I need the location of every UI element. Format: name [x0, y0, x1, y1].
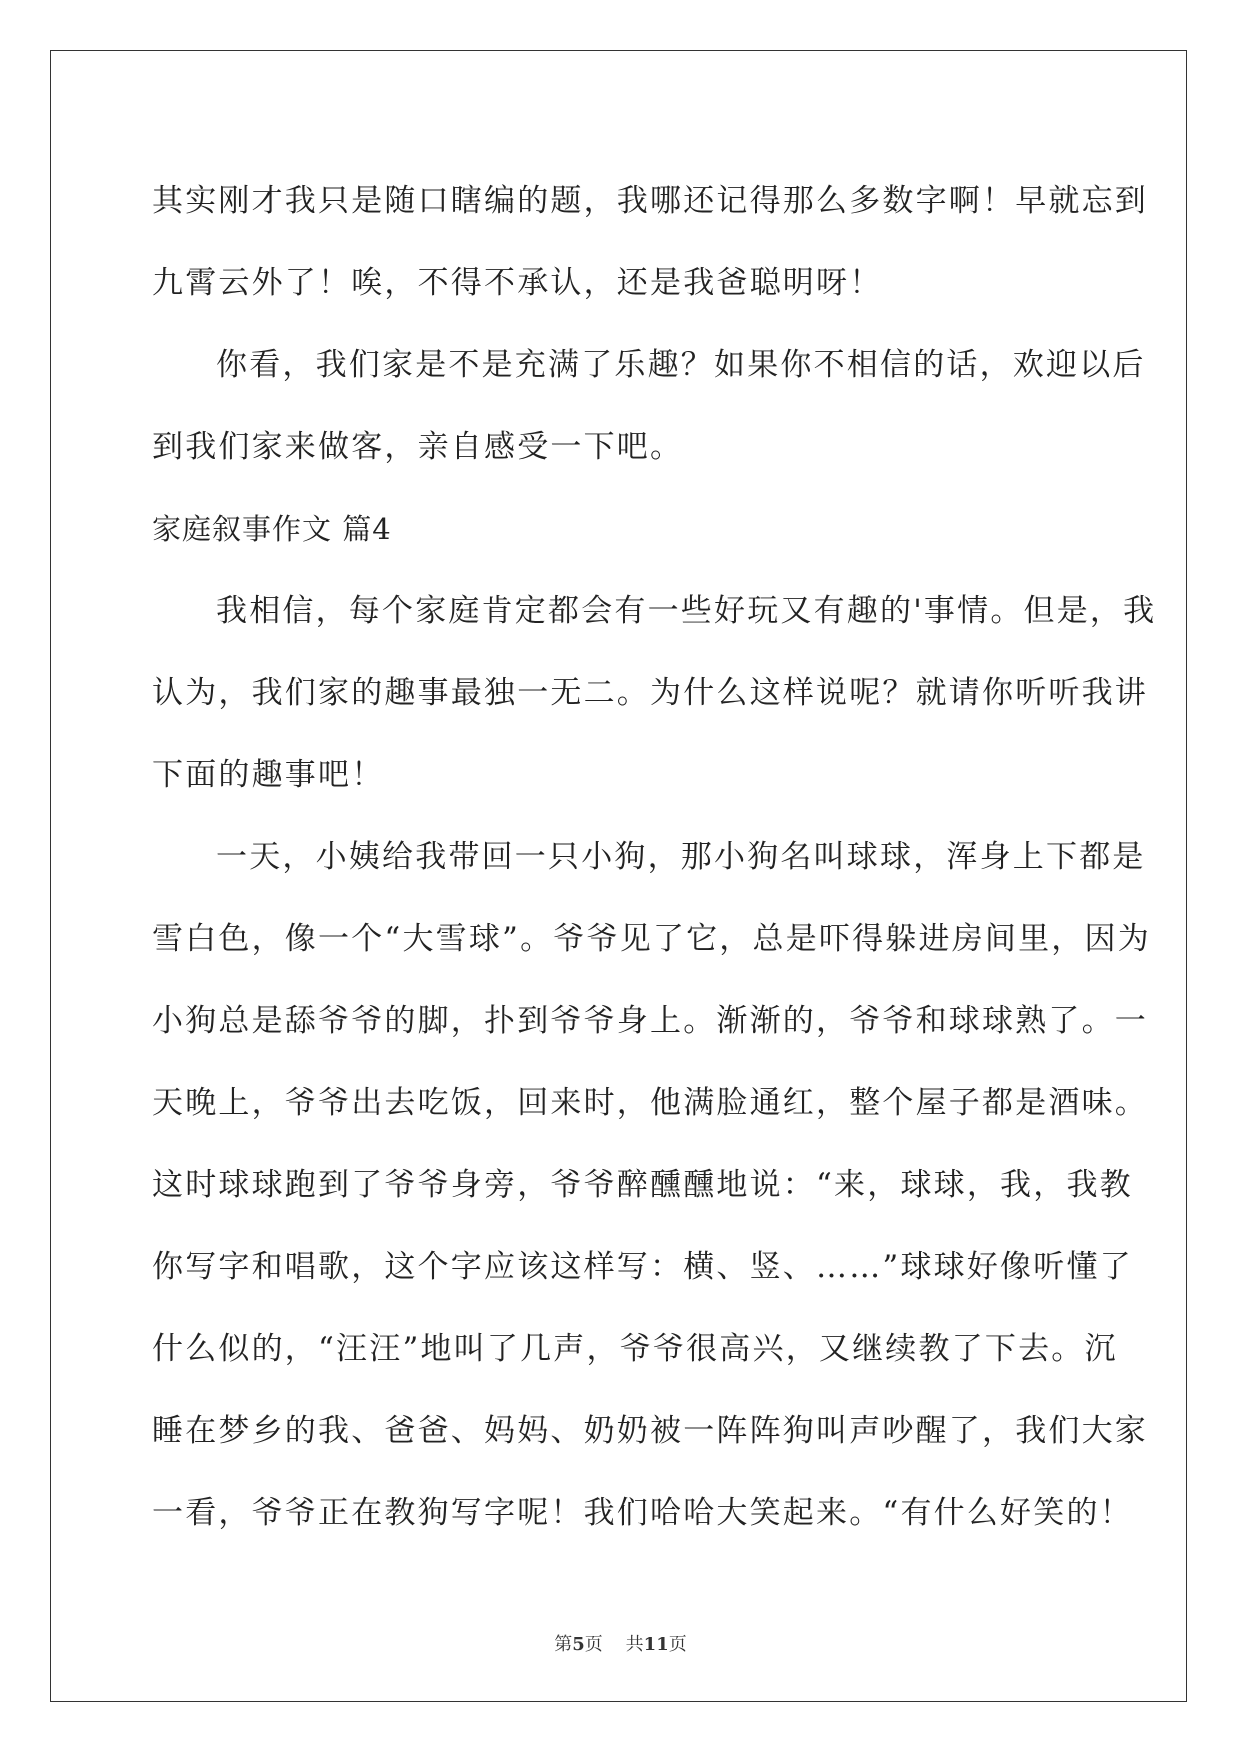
page-prefix: 第 [554, 1634, 573, 1655]
text-line: 什么似的，“汪汪”地叫了几声，爷爷很高兴，又继续教了下去。沉 [152, 1331, 1118, 1367]
text-line: 睡在梦乡的我、爸爸、妈妈、奶奶被一阵阵狗叫声吵醒了，我们大家 [152, 1413, 1148, 1449]
text-line: 到我们家来做客，亲自感受一下吧。 [152, 429, 684, 465]
page-number: 5 [572, 1634, 585, 1655]
page-footer [0, 1630, 1241, 1656]
text-line: 雪白色，像一个“大雪球”。爷爷见了它，总是吓得躲进房间里，因为 [152, 921, 1151, 957]
text-line: 你写字和唱歌，这个字应该这样写：横、竖、……”球球好像听懂了 [152, 1249, 1133, 1285]
text-line: 小狗总是舔爷爷的脚，扑到爷爷身上。渐渐的，爷爷和球球熟了。一 [152, 1003, 1148, 1039]
text-line: 我相信，每个家庭肯定都会有一些好玩又有趣的'事情。但是，我 [216, 593, 1157, 629]
text-line: 你看，我们家是不是充满了乐趣？如果你不相信的话，欢迎以后 [216, 347, 1146, 383]
total-pages: 11 [643, 1634, 669, 1655]
text-line: 认为，我们家的趣事最独一无二。为什么这样说呢？就请你听听我讲 [152, 675, 1148, 711]
text-line: 这时球球跑到了爷爷身旁，爷爷醉醺醺地说：“来，球球，我，我教 [152, 1167, 1133, 1203]
text-line: 其实刚才我只是随口瞎编的题，我哪还记得那么多数字啊！早就忘到 [152, 183, 1148, 219]
text-line: 下面的趣事吧！ [152, 757, 385, 793]
document-body [152, 160, 1157, 1554]
text-line: 九霄云外了！唉，不得不承认，还是我爸聪明呀！ [152, 265, 883, 301]
total-suffix: 页 [668, 1634, 687, 1655]
page-suffix: 页 [584, 1634, 603, 1655]
text-line: 一看，爷爷正在教狗写字呢！我们哈哈大笑起来。“有什么好笑的！ [152, 1495, 1133, 1531]
text-line: 一天，小姨给我带回一只小狗，那小狗名叫球球，浑身上下都是 [216, 839, 1146, 875]
total-prefix: 共 [625, 1634, 644, 1655]
section-heading: 家庭叙事作文 篇4 [152, 512, 392, 546]
text-line: 天晚上，爷爷出去吃饭，回来时，他满脸通红，整个屋子都是酒味。 [152, 1085, 1148, 1121]
